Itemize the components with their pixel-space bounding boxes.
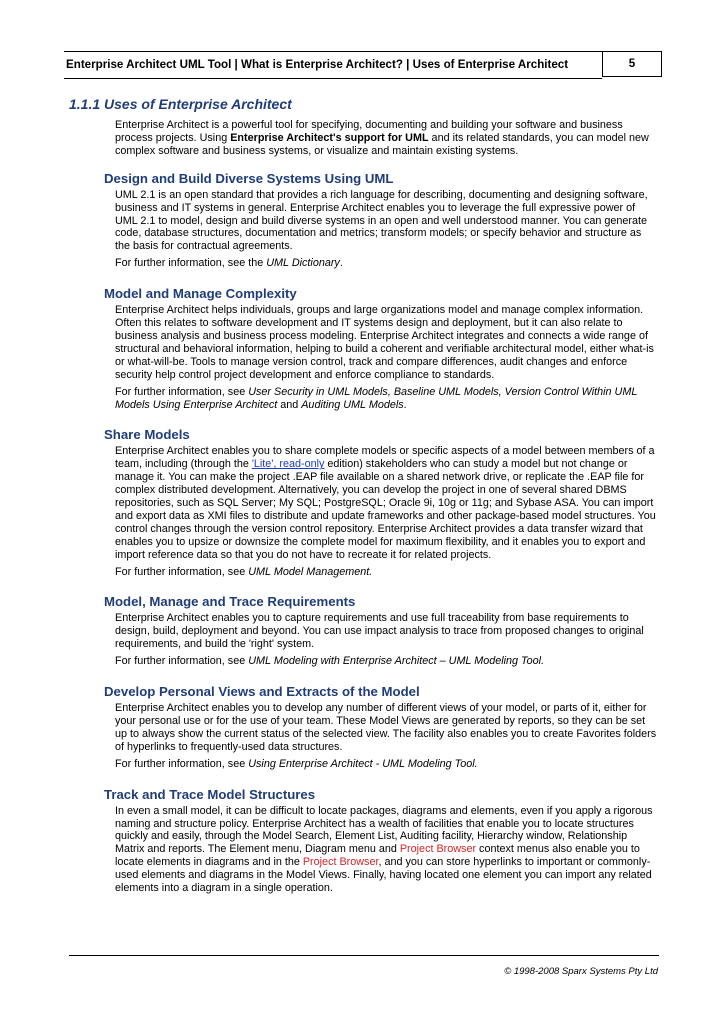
heading-track-trace: Track and Trace Model Structures xyxy=(104,786,316,802)
project-browser-link[interactable]: Project Browser xyxy=(399,843,477,856)
see-reference: UML Model Management. xyxy=(248,565,373,578)
heading-model-manage: Model and Manage Complexity xyxy=(104,286,297,302)
intro-text-1: Enterprise Architect is a powerful tool for specifying, documenting and building your software and business process projects. Using xyxy=(115,119,623,144)
share-text-2: edition) stakeholders who can study a model but not change or manage it. You can make the project .EAP file available on a shared network drive, or replicate the .EAP file for complex distributed development. Alternatively, you can develop the project in one of several shared DBMS repositories, such as SQL Server; My SQL; PostgreSQL; Oracle 9i, 10g or 11g; and Sybase ASA. You can import and export data as XMI files to distribute and update frameworks and other package-based model structures. You control changes through the version control repository. Enterprise Architect provides a data transfer wizard that enables you to upsize or downsize the complete model for maximum flexibility, and it enables you to export and import reference data so that you do not have to recreate it for related projects. xyxy=(115,458,656,561)
see-prefix: For further information, see xyxy=(115,655,249,668)
see-reference: UML Dictionary xyxy=(266,257,340,270)
track-trace-body xyxy=(69,805,659,895)
see-reference: Using Enterprise Architect - UML Modeling Tool. xyxy=(248,757,478,770)
personal-views-body: Enterprise Architect enables you to develop any number of different views of your model, or parts of it, either for your personal use or for the use of your team. These Model Views are generated by reports, so they can be set up to always show the current status of the selected view. The facility also enables you to create Favorites folders of hyperlinks to frequently-used data structures. xyxy=(115,702,657,753)
footer-divider xyxy=(69,955,659,956)
heading-personal-views: Develop Personal Views and Extracts of the Model xyxy=(104,684,420,700)
see-suffix: . xyxy=(339,257,343,270)
model-manage-see xyxy=(69,386,659,412)
design-build-body: UML 2.1 is an open standard that provides a rich language for describing, documenting and designing software, business and IT systems in general. Enterprise Architect enables you to leverage the full expressive power of UML 2.1 to model, design and build diverse systems in an open and well understood manner. You can generate code, database structures, documentation and metrics; transform models; or specify behavior and structure as the basis for contractual agreements. xyxy=(115,188,648,253)
see-prefix: For further information, see xyxy=(115,565,249,578)
requirements-see xyxy=(69,655,659,668)
share-text-1: Enterprise Architect enables you to share complete models or specific aspects of a model between members of a team, including (through the xyxy=(115,445,655,471)
share-models-see xyxy=(69,566,659,579)
personal-views-see xyxy=(69,758,659,771)
heading-share-models: Share Models xyxy=(104,427,190,443)
see-reference: User Security in UML Models, Baseline UML Models, Version Control Within UML Models Using Enterprise Architect xyxy=(115,385,638,411)
see-reference: UML Modeling with Enterprise Architect – UML Modeling Tool. xyxy=(248,655,545,668)
lite-edition-link[interactable]: 'Lite', read-only xyxy=(251,458,325,471)
intro-paragraph xyxy=(69,119,659,158)
see-prefix: For further information, see the xyxy=(115,257,267,270)
see-prefix: For further information, see xyxy=(115,757,249,770)
design-build-see xyxy=(69,257,659,270)
page-title: 1.1.1 Uses of Enterprise Architect xyxy=(69,96,292,112)
requirements-body: Enterprise Architect enables you to capture requirements and use full traceability from base requirements to design, build, deployment and beyond. You can use impact analysis to trace from proposed changes to original requirements, and build the 'right' system. xyxy=(115,612,644,651)
see-prefix: For further information, see xyxy=(115,385,249,398)
see-suffix: . xyxy=(403,398,407,411)
heading-requirements: Model, Manage and Trace Requirements xyxy=(104,594,356,610)
project-browser-link[interactable]: Project Browser xyxy=(302,856,379,869)
see-reference: Auditing UML Models xyxy=(301,398,404,411)
intro-text-2: and its related standards, you can model new complex software and business systems, or visualize and maintain existing systems. xyxy=(115,131,649,157)
main-content xyxy=(69,96,659,895)
intro-bold: Enterprise Architect's support for UML xyxy=(230,131,429,144)
track-text-1: In even a small model, it can be difficult to locate packages, diagrams and elements, even if you apply a rigorous naming and structure policy. Enterprise Architect has a wealth of facilities that enable you to locate structures quickly and easily, through the Model Search, Element List, Auditing facility, Hierarchy window, Relationship Matrix and reports. The Element menu, Diagram menu and xyxy=(115,804,653,856)
share-models-body xyxy=(69,445,659,561)
track-text-3: , and you can store hyperlinks to important or commonly-used elements and diagrams in the Model Views. Finally, having located one element you can import any related elements into a diagram in a single operation. xyxy=(115,856,652,895)
running-header xyxy=(64,51,662,78)
track-text-2: context menus also enable you to locate elements in diagrams and in the xyxy=(115,843,640,869)
model-manage-body: Enterprise Architect helps individuals, groups and large organizations model and manage complex information. Often this relates to software development and IT systems design and deployment, but it can also relate to business analysis and business process modeling. Enterprise Architect integrates and connects a wide range of structural and behavioral information, helping to build a coherent and verifiable architectural model, either what-is or what-will-be. Tools to manage version control, track and compare differences, audit changes and enforce security help control project development and enforce compliance to standards. xyxy=(115,304,654,381)
heading-design-build: Design and Build Diverse Systems Using UML xyxy=(104,170,394,186)
page-number: 5 xyxy=(602,51,662,77)
footer-copyright: © 1998-2008 Sparx Systems Pty Ltd xyxy=(504,966,658,977)
see-and: and xyxy=(277,398,302,411)
header-title: Enterprise Architect UML Tool | What is Enterprise Architect? | Uses of Enterprise Architect xyxy=(64,51,602,79)
